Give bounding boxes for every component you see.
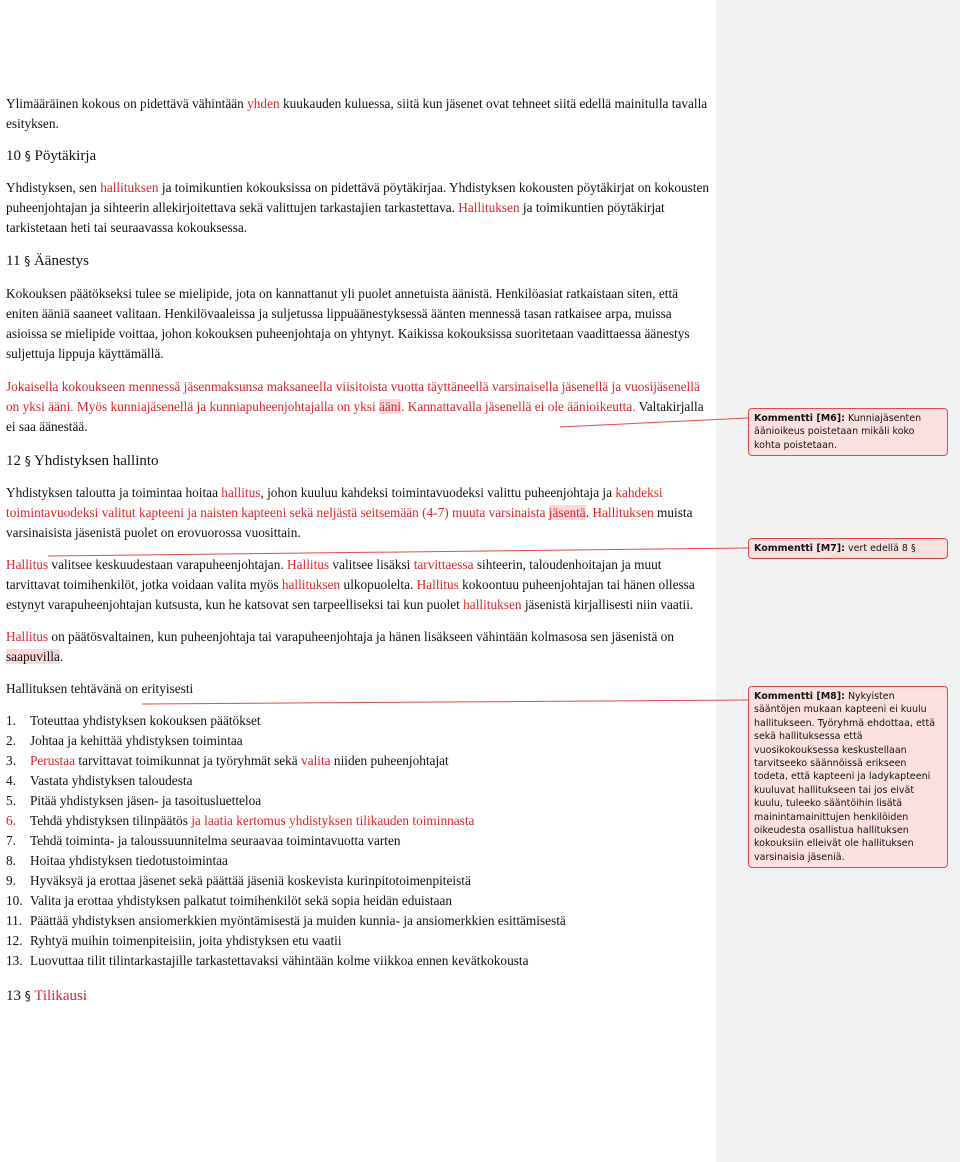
list-item: 3. Perustaa tarvittavat toimikunnat ja työryhmät sekä valita niiden puheenjohtajat [6, 753, 449, 768]
list-item: 5. Pitää yhdistyksen jäsen- ja tasoitusluetteloa [6, 793, 262, 808]
list-item: 13. Luovuttaa tilit tilintarkastajille tarkastettavaksi vähintään kolme viikkoa ennen kevätkokousta [6, 953, 529, 968]
comment-margin [716, 0, 960, 1162]
comment-m8[interactable] [748, 686, 948, 868]
list-item: 9. Hyväksyä ja erottaa jäsenet sekä päättää jäseniä koskevista kurinpitotoimenpiteistä [6, 873, 471, 888]
section-11-heading: 11 § Äänestys [6, 253, 89, 269]
list-item: 10. Valita ja erottaa yhdistyksen palkatut toimihenkilöt sekä sopia heidän eduistaan [6, 893, 453, 908]
tasks-intro: Hallituksen tehtävänä on erityisesti [6, 681, 194, 696]
comment-label: Kommentti [M8]: [754, 691, 845, 702]
comment-text: Kunniajäsenten äänioikeus poistetaan mikäli koko kohta poistetaan. [754, 413, 922, 451]
paragraph-quorum: Hallitus on päätösvaltainen, kun puheenjohtaja tai varapuheenjohtaja ja hänen lisäkseen vähintään kolmasosa sen jäsenistä on saapuvilla. [6, 629, 674, 664]
comment-text: Nykyisten sääntöjen mukaan kapteeni ei kuulu hallitukseen. Työryhmä ehdottaa, että sekä hallituksessa että vuosikokouksessa keskustellaan tarvitseeko säännöissä erikseen todeta, että kapteeni ja ladykapteeni kuuluvat hallitukseen tai jos eivät kuulu, tuleeko sääntöihin lisätä mainintamainittujen henkilöiden oikeudesta osallistua hallituksen kokouksiin elleivät ole hallituksen varsinaisia jäseniä. [754, 691, 936, 863]
paragraph-board-officers: Hallitus valitsee keskuudestaan varapuheenjohtajan. Hallitus valitsee lisäksi tarvittaessa sihteerin, taloudenhoitajan ja muut tarvittavat toimihenkilöt, jotka voidaan valita myös hallituksen ulkopuolelta. Hallitus kokoontuu puheenjohtajan tai hänen ollessa estynyt varapuheenjohtajan kutsusta, kun he katsovat sen tarpeelliseksi tai kun puolet hallituksen jäsenistä kirjallisesti niin vaatii. [6, 557, 695, 612]
comment-label: Kommentti [M6]: [754, 413, 845, 424]
comment-text: vert edellä 8 § [847, 543, 916, 554]
comment-m7[interactable] [748, 538, 948, 559]
paragraph-extra-meeting: Ylimääräinen kokous on pidettävä vähintään yhden kuukauden kuluessa, siitä kun jäsenet ovat tehneet siitä edellä mainitulla tavalla esityksen. [6, 96, 708, 131]
board-tasks-list [6, 711, 710, 971]
list-item: 11. Päättää yhdistyksen ansiomerkkien myöntämisestä ja muiden kunnia- ja ansiomerkkien esittämisestä [6, 913, 566, 928]
document-body [6, 94, 710, 1006]
list-item: 1. Toteuttaa yhdistyksen kokouksen päätökset [6, 713, 261, 728]
section-12-heading: 12 § Yhdistyksen hallinto [6, 453, 159, 469]
list-item: 8. Hoitaa yhdistyksen tiedotustoimintaa [6, 853, 228, 868]
list-item: 12. Ryhtyä muihin toimenpiteisiin, joita yhdistyksen etu vaatii [6, 933, 342, 948]
list-item: 6. Tehdä yhdistyksen tilinpäätös ja laatia kertomus yhdistyksen tilikauden toiminnasta [6, 813, 475, 828]
section-10-heading: 10 § Pöytäkirja [6, 148, 97, 164]
list-item: 4. Vastata yhdistyksen taloudesta [6, 773, 193, 788]
paragraph-minutes: Yhdistyksen, sen hallituksen ja toimikuntien kokouksissa on pidettävä pöytäkirjaa. Yhdistyksen kokousten pöytäkirjat on kokousten puheenjohtajan ja sihteerin allekirjoitettava sekä valittujen tarkastajien tarkastettava. Hallituksen ja toimikuntien pöytäkirjat tarkistetaan heti tai seuraavassa kokouksessa. [6, 180, 710, 235]
comment-label: Kommentti [M7]: [754, 543, 845, 554]
paragraph-voting-rights: Jokaisella kokoukseen mennessä jäsenmaksunsa maksaneella viisitoista vuotta täyttäneellä varsinaisella jäsenellä ja vuosijäsenellä on yksi ääni. Myös kunniajäsenellä ja kunniapuheenjohtajalla on yksi ääni. Kannattavalla jäsenellä ei ole äänioikeutta. Valtakirjalla ei saa äänestää. [6, 379, 704, 434]
list-item: 2. Johtaa ja kehittää yhdistyksen toimintaa [6, 733, 243, 748]
section-13-heading: 13 § Tilikausi [6, 988, 88, 1004]
comment-m6[interactable] [748, 408, 948, 456]
paragraph-voting: Kokouksen päätökseksi tulee se mielipide, jota on kannattanut yli puolet annetuista äänistä. Henkilöasiat ratkaistaan siten, että eniten ääniä saaneet valitaan. Henkilövaaleissa ja suljetussa lippuäänestyksessä äänten mennessä tasan ratkaisee arpa, muissa asioissa se mielipide voittaa, johon kokouksen puheenjohtaja on yhtynyt. Kaikissa kokouksissa suoritetaan vaadittaessa äänestys suljettuja lippuja käyttämällä. [6, 286, 690, 361]
list-item: 7. Tehdä toiminta- ja taloussuunnitelma seuraavaa toimintavuotta varten [6, 833, 401, 848]
paragraph-board: Yhdistyksen taloutta ja toimintaa hoitaa hallitus, johon kuuluu kahdeksi toimintavuodeksi valittu puheenjohtaja ja kahdeksi toimintavuodeksi valitut kapteeni ja naisten kapteeni sekä neljästä seitsemään (4-7) muuta varsinaista jäsentä. Hallituksen muista varsinaisista jäsenistä puolet on erovuorossa vuosittain. [6, 485, 693, 540]
